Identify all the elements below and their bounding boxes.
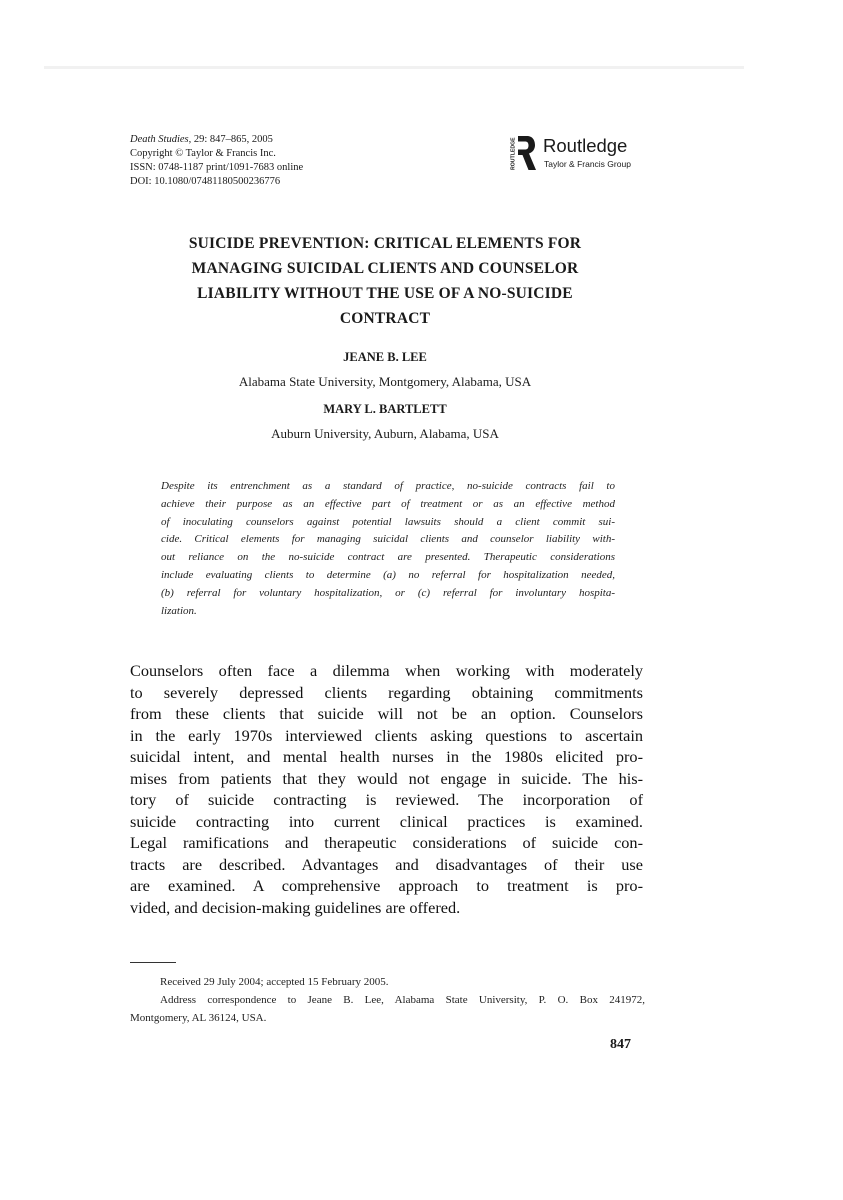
body-line: vided, and decision-making guidelines are offered. (130, 897, 461, 917)
body-line: in the early 1970s interviewed clients asking questions to ascertain (130, 725, 643, 745)
author-name-2: MARY L. BARTLETT (323, 402, 447, 416)
doi-line: DOI: 10.1080/07481180500236776 (130, 176, 281, 187)
body-paragraph (130, 660, 643, 918)
abstract-line: lization. (161, 604, 197, 617)
body-line: to severely depressed clients regarding obtaining commitments (130, 682, 643, 702)
body-line: Counselors often face a dilemma when working with moderately (130, 661, 643, 680)
journal-citation-block (130, 133, 303, 189)
author-affiliation-1: Alabama State University, Montgomery, Alabama, USA (238, 374, 532, 389)
abstract-line: achieve their purpose as an effective part of treatment or as an effective method (161, 497, 615, 510)
body-line: tracts are described. Advantages and disadvantages of their use (130, 854, 643, 874)
body-line: are examined. A comprehensive approach to treatment is pro- (130, 876, 643, 895)
footnote-divider (130, 962, 176, 963)
address-note-line-2: Montgomery, AL 36124, USA. (130, 1012, 267, 1024)
body-line: Legal ramifications and therapeutic considerations of suicide con- (130, 833, 643, 852)
routledge-name: Routledge (543, 135, 628, 156)
abstract-line: of inoculating counselors against potential lawsuits should a client commit sui- (161, 515, 615, 528)
page-top-rule (44, 66, 744, 69)
author-name-1: JEANE B. LEE (343, 350, 427, 364)
routledge-r-icon (506, 134, 536, 172)
abstract (161, 478, 615, 620)
issn-line: ISSN: 0748-1187 print/1091-7683 online (130, 162, 304, 173)
journal-citation-line (130, 133, 303, 147)
author-affiliation-2: Auburn University, Auburn, Alabama, USA (271, 426, 499, 441)
abstract-line: include evaluating clients to determine (a) no referral for hospitalization needed, (161, 568, 615, 581)
body-line: mises from patients that they would not engage in suicide. The his- (130, 768, 643, 788)
abstract-line: (b) referral for voluntary hospitalization, or (c) referral for involuntary hospita- (161, 586, 615, 599)
body-line: suicide contracting into current clinical practices is examined. (130, 811, 643, 831)
body-line: tory of suicide contracting is reviewed. The incorporation of (130, 790, 643, 809)
address-note-line-1: Address correspondence to Jeane B. Lee, Alabama State University, P. O. Box 241972, (160, 994, 645, 1006)
page-number: 847 (610, 1037, 631, 1052)
body-line: suicidal intent, and mental health nurses in the 1980s elicited pro- (130, 747, 643, 766)
journal-name: Death Studies, (130, 134, 192, 145)
copyright-line: Copyright © Taylor & Francis Inc. (130, 148, 276, 159)
abstract-line: cide. Critical elements for managing suicidal clients and counselor liability with- (161, 533, 615, 546)
journal-volume-pages: 29: 847–865, 2005 (193, 134, 273, 145)
routledge-logo (506, 134, 656, 174)
title-line: MANAGING SUICIDAL CLIENTS AND COUNSELOR (191, 260, 579, 277)
title-line: CONTRACT (339, 310, 431, 327)
body-line: from these clients that suicide will not be an option. Counselors (130, 704, 643, 723)
received-note: Received 29 July 2004; accepted 15 February 2005. (160, 976, 389, 988)
routledge-subtitle: Taylor & Francis Group (544, 159, 631, 169)
title-line: LIABILITY WITHOUT THE USE OF A NO-SUICIDE (197, 285, 573, 302)
routledge-mark-text: ROUTLEDGE (510, 137, 517, 170)
abstract-line: out reliance on the no-suicide contract are presented. Therapeutic considerations (161, 551, 615, 564)
title-line: SUICIDE PREVENTION: CRITICAL ELEMENTS FOR (188, 235, 582, 252)
abstract-line: Despite its entrenchment as a standard of practice, no-suicide contracts fail to (161, 480, 615, 492)
footnotes (130, 973, 645, 1027)
article-title (120, 231, 650, 331)
